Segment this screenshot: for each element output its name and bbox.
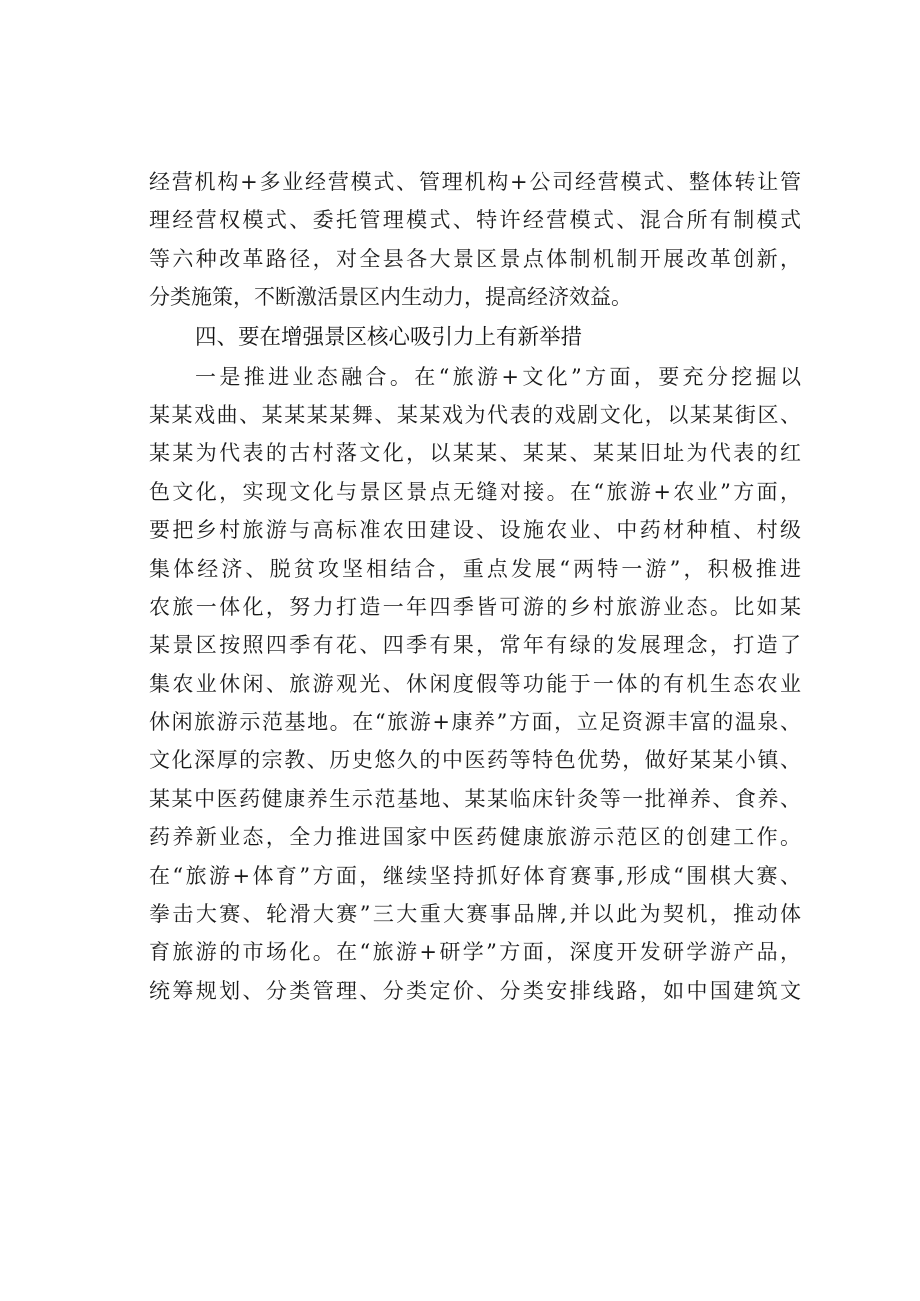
text-line: 某景区按照四季有花、四季有果，常年有绿的发展理念，打造了 bbox=[149, 633, 801, 658]
text-line: 色文化，实现文化与景区景点无缝对接。在“旅游+农业”方面， bbox=[149, 479, 801, 504]
text-line: 统筹规划、分类管理、分类定价、分类安排线路，如中国建筑文 bbox=[149, 978, 801, 1003]
text-line: 农旅一体化，努力打造一年四季皆可游的乡村旅游业态。比如某 bbox=[149, 594, 801, 619]
text-line: 育旅游的市场化。在“旅游+研学”方面，深度开发研学游产品， bbox=[149, 940, 801, 965]
text-line: 药养新业态，全力推进国家中医药健康旅游示范区的创建工作。 bbox=[149, 825, 801, 850]
text-line: 集体经济、脱贫攻坚相结合，重点发展“两特一游”，积极推进 bbox=[149, 556, 801, 581]
text-line: 某某中医药健康养生示范基地、某某临床针灸等一批禅养、食养、 bbox=[149, 786, 801, 811]
section-heading: 四、要在增强景区核心吸引力上有新举措 bbox=[195, 324, 583, 350]
text-line: 理经营权模式、委托管理模式、特许经营模式、混合所有制模式 bbox=[149, 208, 801, 233]
text-line: 要把乡村旅游与高标准农田建设、设施农业、中药材种植、村级 bbox=[149, 518, 801, 543]
text-line: 文化深厚的宗教、历史悠久的中医药等特色优势，做好某某小镇、 bbox=[149, 748, 801, 773]
intro-paragraph bbox=[149, 163, 801, 317]
text-line: 集农业休闲、旅游观光、休闲度假等功能于一体的有机生态农业 bbox=[149, 671, 801, 696]
text-line: 一是推进业态融合。在“旅游+文化”方面，要充分挖掘以 bbox=[195, 364, 801, 389]
text-line: 休闲旅游示范基地。在“旅游+康养”方面，立足资源丰富的温泉、 bbox=[149, 710, 801, 735]
text-line: 拳击大赛、轮滑大赛”三大重大赛事品牌,并以此为契机，推动体 bbox=[149, 902, 801, 927]
text-line: 经营机构+多业经营模式、管理机构+公司经营模式、整体转让管 bbox=[149, 170, 801, 194]
text-line: 某某戏曲、某某某某舞、某某戏为代表的戏剧文化，以某某街区、 bbox=[149, 402, 801, 427]
body-paragraph bbox=[149, 358, 801, 1011]
text-line: 分类施策，不断激活景区内生动力，提高经济效益。 bbox=[149, 285, 632, 310]
text-line: 某某为代表的古村落文化，以某某、某某、某某旧址为代表的红 bbox=[149, 441, 801, 466]
text-line: 在“旅游+体育”方面，继续坚持抓好体育赛事,形成“围棋大赛、 bbox=[149, 863, 801, 888]
text-line: 等六种改革路径，对全县各大景区景点体制机制开展改革创新， bbox=[149, 246, 801, 271]
document-body bbox=[149, 163, 801, 1010]
